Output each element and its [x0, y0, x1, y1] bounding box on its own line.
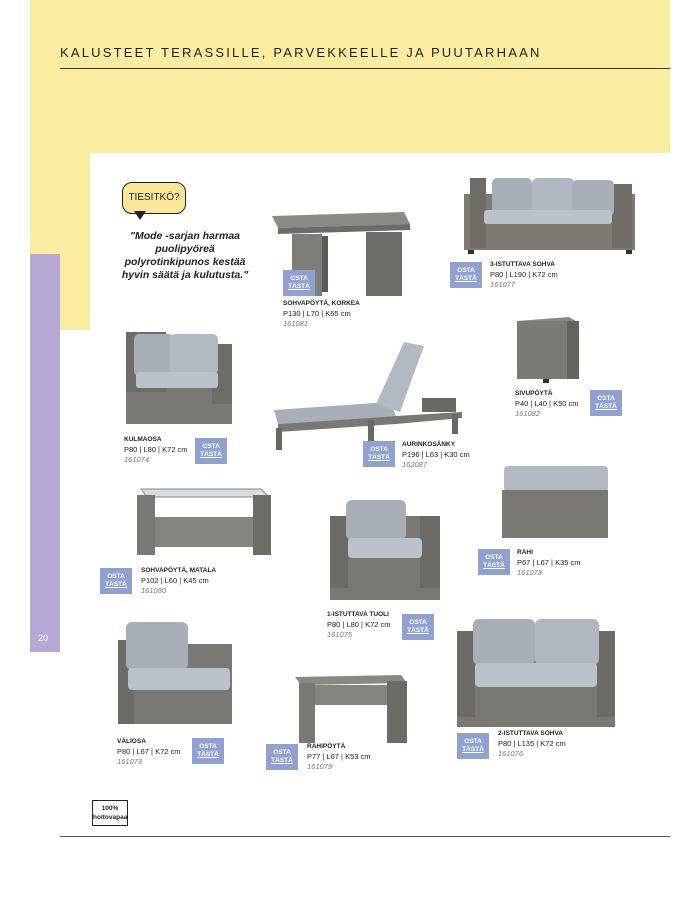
three-seater-sofa-image — [462, 176, 637, 256]
product-label — [515, 389, 579, 419]
two-seater-sofa-image — [455, 617, 617, 729]
tip-quote: "Mode -sarjan harmaa puolipyöreä polyrotinkipunos kestää hyvin säätä ja kulutusta." — [121, 230, 249, 281]
page-number: 20 — [38, 633, 49, 643]
product-code: 161074 — [124, 455, 150, 464]
armchair-image — [328, 498, 442, 602]
product-name: 3-ISTUTTAVA SOHVA — [490, 261, 555, 268]
product-name: SOHVAPÖYTÄ, MATALA — [141, 567, 217, 574]
buy-button-low-coffee-table[interactable]: OSTA TÄSTÄ — [100, 568, 132, 594]
buy-button-middle-section[interactable]: OSTA TÄSTÄ — [192, 738, 224, 764]
product-code: 161082 — [515, 409, 541, 418]
badge-percent: 100% — [101, 805, 119, 812]
product-label — [124, 435, 188, 465]
product-dimensions: P80 | L190 | K72 cm — [490, 270, 558, 279]
product-label — [307, 742, 371, 772]
product-code: 162087 — [402, 460, 428, 469]
product-code: 161073 — [117, 757, 143, 766]
buy-button-armchair[interactable]: OSTA TÄSTÄ — [402, 614, 434, 640]
buy-button-ottoman-table[interactable]: OSTA TÄSTÄ — [266, 744, 298, 770]
buy-button-two-seater-sofa[interactable]: OSTA TÄSTÄ — [457, 733, 489, 759]
product-code: 161081 — [283, 319, 309, 328]
product-dimensions: P102 | L60 | K45 cm — [141, 576, 209, 585]
product-dimensions: P77 | L67 | K53 cm — [307, 752, 371, 761]
product-code: 161080 — [141, 586, 167, 595]
product-dimensions: P196 | L63 | K30 cm — [402, 450, 470, 459]
product-dimensions: P80 | L135 | K72 cm — [498, 739, 566, 748]
product-label — [490, 260, 558, 290]
product-code: 161076 — [498, 749, 524, 758]
buy-button-corner-section[interactable]: OSTA TÄSTÄ — [195, 438, 227, 464]
ottoman-table-image — [293, 673, 409, 747]
buy-button-sunbed[interactable]: OSTA TÄSTÄ — [363, 441, 395, 467]
product-dimensions: P80 | L67 | K72 cm — [117, 747, 181, 756]
product-label — [117, 737, 181, 767]
product-label — [283, 299, 360, 329]
product-dimensions: P80 | L80 | K72 cm — [124, 445, 188, 454]
product-name: RAHI — [517, 549, 533, 556]
product-label — [498, 729, 566, 759]
badge-text: hoitovapaa — [93, 814, 128, 821]
product-dimensions: P80 | L80 | K72 cm — [327, 620, 391, 629]
corner-section-image — [122, 330, 238, 426]
ottoman-image — [500, 462, 610, 540]
page-title: KALUSTEET TERASSILLE, PARVEKKEELLE JA PUUTARHAAN — [60, 45, 542, 60]
sunbed-image — [272, 340, 462, 452]
product-name: SIVUPÖYTÄ — [515, 390, 553, 397]
buy-button-ottoman[interactable]: OSTA TÄSTÄ — [478, 549, 510, 575]
product-label — [402, 440, 470, 470]
middle-section-image — [116, 620, 234, 726]
product-name: KULMAOSA — [124, 436, 162, 443]
product-label — [517, 548, 581, 578]
header-background — [30, 0, 670, 153]
tip-bubble: TIESITKÖ? — [122, 182, 186, 214]
product-code: 161075 — [327, 630, 353, 639]
product-label — [327, 610, 391, 640]
buy-button-high-coffee-table[interactable]: OSTA TÄSTÄ — [283, 270, 315, 296]
product-name: SOHVAPÖYTÄ, KORKEA — [283, 300, 360, 307]
buy-button-side-table[interactable]: OSTA TÄSTÄ — [590, 390, 622, 416]
product-name: VÄLIOSA — [117, 738, 146, 745]
product-code: 161079 — [307, 762, 333, 771]
product-name: 2-ISTUTTAVA SOHVA — [498, 730, 563, 737]
product-dimensions: P67 | L67 | K35 cm — [517, 558, 581, 567]
side-accent — [30, 254, 60, 652]
side-table-image — [513, 315, 581, 385]
product-dimensions: P130 | L70 | K65 cm — [283, 309, 351, 318]
product-name: RAHIPÖYTÄ — [307, 743, 346, 750]
product-name: 1-ISTUTTAVA TUOLI — [327, 611, 389, 618]
buy-button-three-seater-sofa[interactable]: OSTA TÄSTÄ — [450, 262, 482, 288]
product-dimensions: P40 | L40 | K50 cm — [515, 399, 579, 408]
maintenance-free-badge — [92, 800, 128, 826]
product-name: AURINKOSÄNKY — [402, 441, 456, 448]
low-coffee-table-image — [135, 487, 272, 557]
product-code: 161078 — [517, 568, 543, 577]
bottom-divider — [60, 836, 670, 837]
title-divider — [60, 68, 670, 69]
tip-bubble-tail — [134, 211, 146, 220]
product-label — [141, 566, 216, 596]
product-code: 161077 — [490, 280, 516, 289]
